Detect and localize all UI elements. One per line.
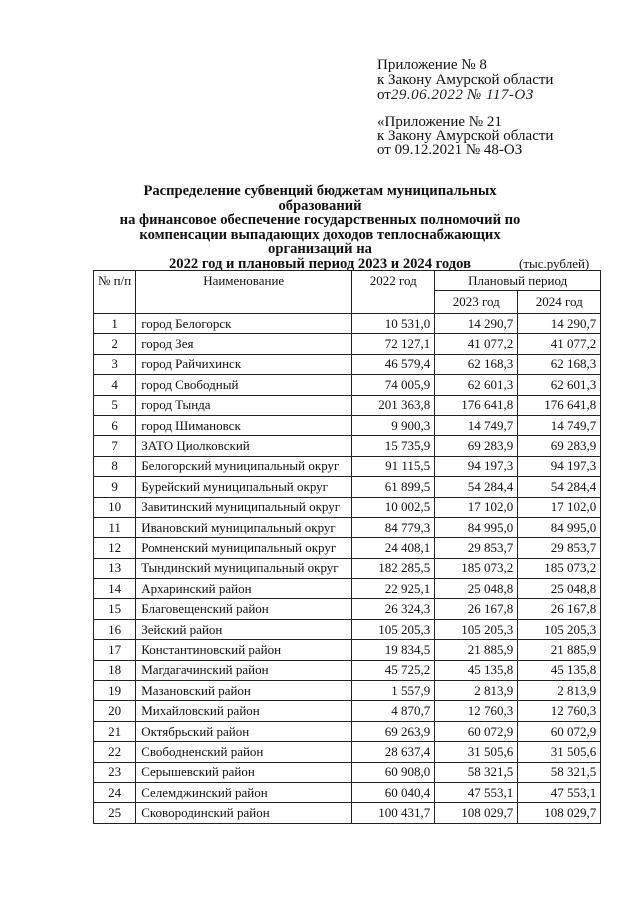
row-value-2024: 62 601,3 — [518, 375, 601, 395]
row-value-2024: 31 505,6 — [518, 742, 601, 762]
col-header-plan-period: Плановый период — [435, 271, 601, 291]
document-title — [110, 184, 530, 271]
row-number: 14 — [94, 579, 136, 599]
table-row — [94, 538, 601, 558]
row-value-2024: 105 205,3 — [518, 619, 601, 639]
table-row — [94, 762, 601, 782]
row-number: 19 — [94, 681, 136, 701]
row-value-2022: 72 127,1 — [352, 334, 435, 354]
row-number: 21 — [94, 721, 136, 741]
row-number: 17 — [94, 640, 136, 660]
row-value-2023: 108 029,7 — [435, 803, 518, 823]
row-name: Магдагачинский район — [136, 660, 352, 680]
row-number: 22 — [94, 742, 136, 762]
row-value-2023: 58 321,5 — [435, 762, 518, 782]
row-value-2022: 10 531,0 — [352, 314, 435, 334]
table-row — [94, 415, 601, 435]
row-name: город Шимановск — [136, 415, 352, 435]
appendix-header — [377, 58, 553, 103]
row-name: Тындинский муниципальный округ — [136, 558, 352, 578]
row-value-2023: 45 135,8 — [435, 660, 518, 680]
table-row — [94, 803, 601, 823]
table-row — [94, 354, 601, 374]
row-name: Октябрьский район — [136, 721, 352, 741]
title-line-4: 2022 год и плановый период 2023 и 2024 годов — [168, 255, 471, 272]
row-value-2023: 54 284,4 — [435, 477, 518, 497]
row-name: Ивановский муниципальный округ — [136, 517, 352, 537]
table-row — [94, 517, 601, 537]
row-name: город Белогорск — [136, 314, 352, 334]
row-value-2024: 14 749,7 — [518, 415, 601, 435]
table-row — [94, 721, 601, 741]
row-name: Свободненский район — [136, 742, 352, 762]
col-header-2022: 2022 год — [352, 271, 435, 314]
row-number: 1 — [94, 314, 136, 334]
row-name: Ромненский муниципальный округ — [136, 538, 352, 558]
table-row — [94, 395, 601, 415]
row-name: город Зея — [136, 334, 352, 354]
row-value-2023: 29 853,7 — [435, 538, 518, 558]
title-line-3: компенсации выпадающих доходов теплоснабжающих организаций на — [139, 226, 501, 257]
table-row — [94, 742, 601, 762]
row-value-2024: 12 760,3 — [518, 701, 601, 721]
original-appendix-number: «Приложение № 21 — [377, 114, 502, 130]
row-value-2023: 105 205,3 — [435, 619, 518, 639]
table-row — [94, 477, 601, 497]
row-name: Селемджинский район — [136, 782, 352, 802]
row-value-2023: 176 641,8 — [435, 395, 518, 415]
date-prefix: от — [377, 87, 391, 103]
row-name: Михайловский район — [136, 701, 352, 721]
row-value-2022: 19 834,5 — [352, 640, 435, 660]
row-number: 7 — [94, 436, 136, 456]
title-line-2: на финансовое обеспечение государственных полномочий по — [119, 212, 521, 228]
row-value-2024: 84 995,0 — [518, 517, 601, 537]
row-value-2022: 100 431,7 — [352, 803, 435, 823]
row-number: 18 — [94, 660, 136, 680]
handwritten-date: 29.06.2022 — [390, 87, 464, 103]
row-value-2022: 28 637,4 — [352, 742, 435, 762]
row-number: 3 — [94, 354, 136, 374]
table-row — [94, 334, 601, 354]
row-number: 11 — [94, 517, 136, 537]
row-name: Константиновский район — [136, 640, 352, 660]
appendix-law-ref: к Закону Амурской области — [377, 72, 554, 88]
row-value-2024: 58 321,5 — [518, 762, 601, 782]
row-name: Белогорский муниципальный округ — [136, 456, 352, 476]
row-value-2024: 14 290,7 — [518, 314, 601, 334]
row-name: ЗАТО Циолковский — [136, 436, 352, 456]
row-name: Зейский район — [136, 619, 352, 639]
row-value-2022: 26 324,3 — [352, 599, 435, 619]
row-value-2022: 69 263,9 — [352, 721, 435, 741]
row-value-2022: 105 205,3 — [352, 619, 435, 639]
row-value-2022: 60 040,4 — [352, 782, 435, 802]
table-row — [94, 579, 601, 599]
original-law-date: от 09.12.2021 № 48-ОЗ — [377, 142, 523, 158]
row-value-2022: 15 735,9 — [352, 436, 435, 456]
row-value-2023: 17 102,0 — [435, 497, 518, 517]
title-line-1: Распределение субвенций бюджетам муниципальных образований — [143, 183, 497, 214]
row-value-2023: 94 197,3 — [435, 456, 518, 476]
table-row — [94, 497, 601, 517]
table-row — [94, 375, 601, 395]
appendix-date-line — [377, 88, 553, 103]
row-name: город Тында — [136, 395, 352, 415]
row-value-2022: 201 363,8 — [352, 395, 435, 415]
row-value-2022: 61 899,5 — [352, 477, 435, 497]
row-value-2023: 31 505,6 — [435, 742, 518, 762]
row-value-2024: 108 029,7 — [518, 803, 601, 823]
row-value-2024: 21 885,9 — [518, 640, 601, 660]
row-value-2022: 182 285,5 — [352, 558, 435, 578]
row-value-2024: 69 283,9 — [518, 436, 601, 456]
row-value-2023: 25 048,8 — [435, 579, 518, 599]
table-row — [94, 558, 601, 578]
row-value-2022: 74 005,9 — [352, 375, 435, 395]
col-header-2024: 2024 год — [518, 291, 601, 314]
units-label: (тыс.рублей) — [519, 256, 590, 271]
row-number: 25 — [94, 803, 136, 823]
row-value-2024: 29 853,7 — [518, 538, 601, 558]
row-value-2023: 62 168,3 — [435, 354, 518, 374]
row-value-2022: 45 725,2 — [352, 660, 435, 680]
row-value-2024: 2 813,9 — [518, 681, 601, 701]
row-value-2023: 84 995,0 — [435, 517, 518, 537]
row-value-2023: 69 283,9 — [435, 436, 518, 456]
row-value-2022: 46 579,4 — [352, 354, 435, 374]
row-value-2023: 21 885,9 — [435, 640, 518, 660]
col-header-name: Наименование — [136, 271, 352, 314]
subsidy-table — [93, 270, 601, 824]
row-value-2024: 176 641,8 — [518, 395, 601, 415]
row-name: город Свободный — [136, 375, 352, 395]
table-row — [94, 314, 601, 334]
row-value-2022: 22 925,1 — [352, 579, 435, 599]
row-value-2024: 25 048,8 — [518, 579, 601, 599]
row-value-2024: 26 167,8 — [518, 599, 601, 619]
row-value-2022: 84 779,3 — [352, 517, 435, 537]
table-row — [94, 619, 601, 639]
row-value-2023: 47 553,1 — [435, 782, 518, 802]
col-header-number: № п/п — [94, 271, 136, 314]
row-name: Серышевский район — [136, 762, 352, 782]
original-law-ref: к Закону Амурской области — [377, 128, 554, 144]
row-value-2023: 14 749,7 — [435, 415, 518, 435]
row-name: Завитинский муниципальный округ — [136, 497, 352, 517]
row-number: 12 — [94, 538, 136, 558]
row-number: 16 — [94, 619, 136, 639]
row-value-2023: 14 290,7 — [435, 314, 518, 334]
row-number: 2 — [94, 334, 136, 354]
row-value-2022: 4 870,7 — [352, 701, 435, 721]
table-row — [94, 456, 601, 476]
row-name: Мазановский район — [136, 681, 352, 701]
row-number: 13 — [94, 558, 136, 578]
row-value-2022: 10 002,5 — [352, 497, 435, 517]
table-row — [94, 436, 601, 456]
row-name: Архаринский район — [136, 579, 352, 599]
col-header-2023: 2023 год — [435, 291, 518, 314]
table-row — [94, 701, 601, 721]
row-value-2023: 60 072,9 — [435, 721, 518, 741]
row-value-2024: 47 553,1 — [518, 782, 601, 802]
handwritten-law-number: № 117-ОЗ — [467, 87, 534, 103]
row-number: 23 — [94, 762, 136, 782]
row-value-2024: 54 284,4 — [518, 477, 601, 497]
row-value-2023: 26 167,8 — [435, 599, 518, 619]
row-value-2022: 1 557,9 — [352, 681, 435, 701]
appendix-number: Приложение № 8 — [377, 57, 487, 73]
row-value-2024: 94 197,3 — [518, 456, 601, 476]
original-appendix-header — [377, 115, 553, 157]
row-value-2022: 24 408,1 — [352, 538, 435, 558]
row-value-2024: 60 072,9 — [518, 721, 601, 741]
row-value-2023: 2 813,9 — [435, 681, 518, 701]
table-row — [94, 599, 601, 619]
row-value-2022: 91 115,5 — [352, 456, 435, 476]
table-row — [94, 681, 601, 701]
row-value-2024: 62 168,3 — [518, 354, 601, 374]
row-name: Благовещенский район — [136, 599, 352, 619]
row-number: 9 — [94, 477, 136, 497]
table-row — [94, 660, 601, 680]
row-value-2024: 185 073,2 — [518, 558, 601, 578]
row-value-2023: 12 760,3 — [435, 701, 518, 721]
row-number: 10 — [94, 497, 136, 517]
table-row — [94, 782, 601, 802]
row-value-2024: 45 135,8 — [518, 660, 601, 680]
row-number: 15 — [94, 599, 136, 619]
row-value-2023: 41 077,2 — [435, 334, 518, 354]
row-value-2024: 41 077,2 — [518, 334, 601, 354]
row-value-2024: 17 102,0 — [518, 497, 601, 517]
table-row — [94, 640, 601, 660]
row-value-2023: 62 601,3 — [435, 375, 518, 395]
row-name: Сковородинский район — [136, 803, 352, 823]
row-number: 8 — [94, 456, 136, 476]
row-value-2022: 9 900,3 — [352, 415, 435, 435]
row-number: 5 — [94, 395, 136, 415]
row-name: Бурейский муниципальный округ — [136, 477, 352, 497]
row-number: 20 — [94, 701, 136, 721]
row-value-2023: 185 073,2 — [435, 558, 518, 578]
row-number: 4 — [94, 375, 136, 395]
row-name: город Райчихинск — [136, 354, 352, 374]
row-value-2022: 60 908,0 — [352, 762, 435, 782]
row-number: 24 — [94, 782, 136, 802]
row-number: 6 — [94, 415, 136, 435]
